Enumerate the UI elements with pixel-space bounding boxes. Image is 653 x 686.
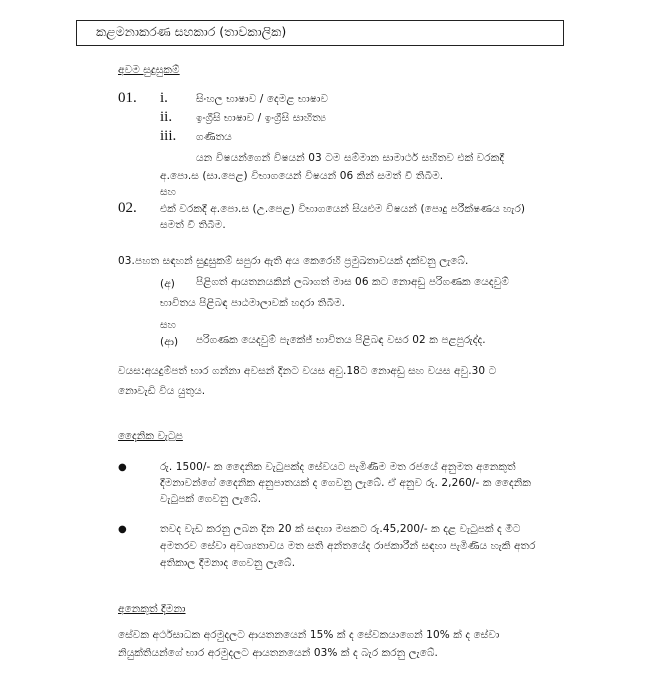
item-03-text: 03.පහත සඳහන් සුදුසුකම් සපුරා ඇති අය කෙරෙහි ප්‍රමුඛතාවයක් දක්වනු ලැබේ. [118, 255, 469, 267]
minimum-qualifications-heading: අවම සුදුසුකම් [118, 64, 180, 76]
qualification-line-1: යන විෂයන්ගෙන් විෂයන් 03 ටම සම්මාන සාමාර්ථ සහිතව එක් වරකදී [196, 152, 505, 164]
item-02-line-2: සමත් වී තිබීම. [160, 219, 226, 231]
item-a-line-1: පිළිගත් ආයතනයකින් ලබාගත් මාස 06 කට නොඅඩු පරිගණක යෙදවුම් [196, 276, 509, 288]
subitem-i-label: i. [160, 90, 168, 106]
subitem-i-text: සිංහල භාෂාව / දෙමළ භාෂාව [196, 93, 329, 105]
and-connector-2: සහ [160, 319, 177, 331]
subitem-iii-label: iii. [160, 128, 177, 144]
subitem-ii-label: ii. [160, 109, 173, 125]
item-02-number: 02. [118, 200, 137, 216]
allowances-line-1: සේවක අර්ථසාධක අරමුදලට ආයතනයෙන් 15% ක් ද සේවකයාගෙන් 10% ක් ද සේවා [118, 629, 500, 641]
salary-bullet-2-line-1: තවද වැඩ කරනු ලබන දින 20 ක් සඳහා මසකට රු.45,200/- ක දළ වැටුපක් ද මීට [160, 523, 521, 535]
item-a-label: (අ) [160, 278, 175, 290]
age-line-1: වයස:අයදුම්පත් භාර ගන්නා අවසන් දිනට වයස අවු.18ට නොඅඩු සහ වයස අවු.30 ට [118, 365, 497, 377]
subitem-ii-text: ඉංග්‍රීසි භාෂාව / ඉංග්‍රීසි සාහිත්‍ය [196, 112, 327, 124]
salary-bullet-2-line-2: අමතරව සේවා අවශ්‍යතාවය මත සති අන්තයේද රාජකාරීන් සඳහා පැමිණිය හැකි අතර [160, 540, 536, 552]
subitem-iii-text: ගණිතය [196, 131, 232, 143]
item-aa-text: පරිගණක යෙදවුම් පැකේජ් භාවිතය පිළිබඳ වසර 02 ක පළපුරුද්ද. [196, 334, 486, 346]
page-title: කළමනාකරණ සහකාර (තාවකාලික) [96, 24, 287, 39]
item-aa-label: (ආ) [160, 336, 179, 348]
allowances-line-2: නියුක්තියන්ගේ භාර අරමුදලට ආයතනයෙන් 03% ක් ද බැර කරනු ලැබේ. [118, 647, 438, 659]
and-connector-1: සහ [160, 186, 177, 198]
item-02-line-1: එක් වරකදී අ.පො.ස (උ.පෙළ) විභාගයෙන් සියළුම විෂයන් (පොදු පරීක්ෂණය හැර) [160, 203, 526, 215]
item-01-number: 01. [118, 90, 137, 106]
bullet-icon: ● [118, 462, 127, 473]
bullet-icon: ● [118, 524, 127, 535]
salary-bullet-1-line-3: වැටුපක් ගෙවනු ලැබේ. [160, 493, 262, 505]
salary-bullet-1-line-1: රු. 1500/- ක දෛනික වැටුපක්ද සේවයට පැමිණීම මත රජයේ අනුමත අනෙකුත් [160, 461, 516, 473]
other-allowances-heading: අනෙකුත් දීමනා [118, 603, 186, 615]
daily-salary-heading: දෛනික වැටුප [118, 430, 183, 442]
item-a-line-2: භාවිතය පිළිබඳ පාඨමාලාවක් හදාරා තිබීම. [160, 297, 346, 309]
salary-bullet-2-line-3: අතිකාල දීමනාද ගෙවනු ලැබේ. [160, 557, 296, 569]
age-line-2: නොවැඩි විය යුතුය. [118, 385, 206, 397]
qualification-line-2: අ.පො.ස (සා.පෙළ) විභාගයෙන් විෂයන් 06 කින් සමත් වී තිබීම. [160, 170, 444, 182]
salary-bullet-1-line-2: දීමනාවන්ගේ දෛනික අනුපාතයක් ද ගෙවනු ලැබේ. ඒ අනුව රු. 2,260/- ක දෛනික [160, 477, 531, 489]
